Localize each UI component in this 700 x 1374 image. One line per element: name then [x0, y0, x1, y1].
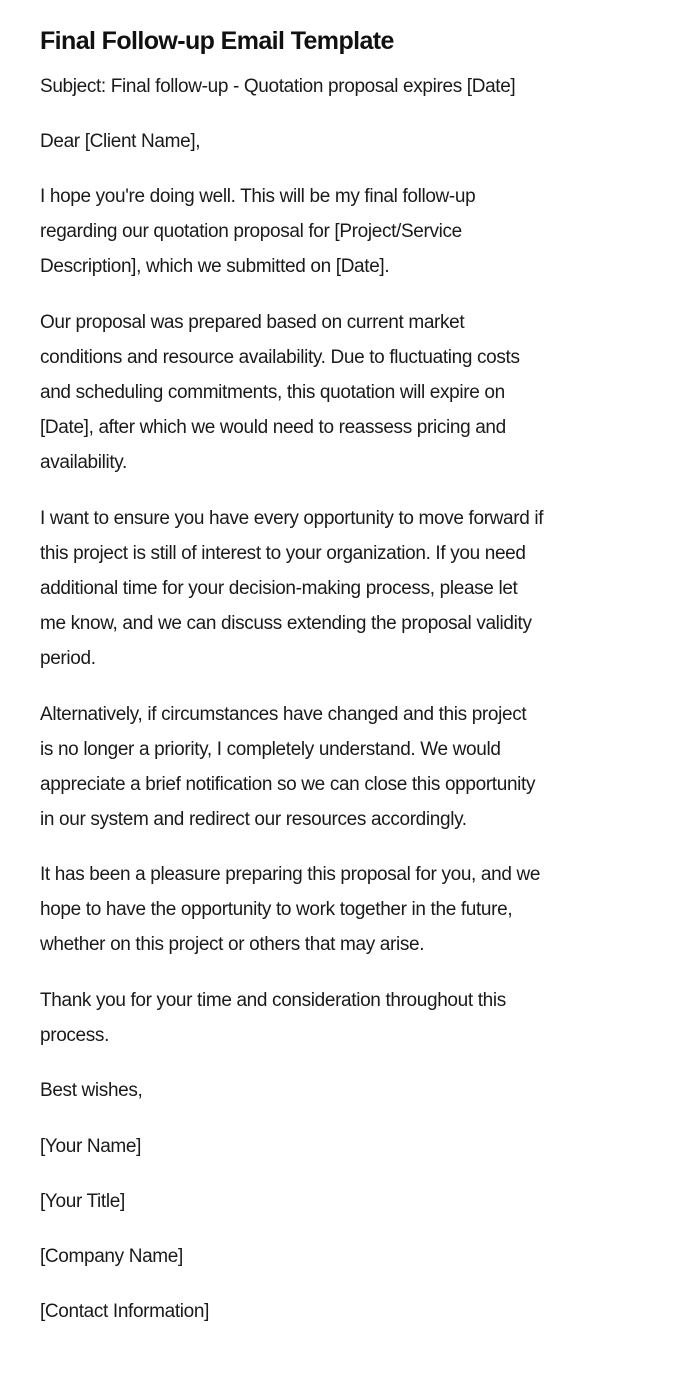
body-paragraph-5 — [40, 857, 540, 962]
paragraph-line: is no longer a priority, I completely understand. We would — [40, 739, 501, 760]
paragraph-line: availability. — [40, 452, 127, 473]
closing-line: Best wishes, — [40, 1080, 143, 1101]
paragraph-line: [Date], after which we would need to reassess pricing and — [40, 417, 506, 438]
paragraph-line: Thank you for your time and consideration throughout this — [40, 990, 506, 1011]
paragraph-line: process. — [40, 1025, 110, 1046]
paragraph-line: I hope you're doing well. This will be my final follow-up — [40, 186, 476, 207]
body-paragraph-4 — [40, 697, 535, 837]
paragraph-line: conditions and resource availability. Due to fluctuating costs — [40, 347, 520, 368]
paragraph-line: Our proposal was prepared based on current market — [40, 312, 465, 333]
paragraph-line: Alternatively, if circumstances have changed and this project — [40, 704, 527, 725]
paragraph-line: period. — [40, 648, 96, 669]
paragraph-line: I want to ensure you have every opportunity to move forward if — [40, 508, 544, 529]
paragraph-line: and scheduling commitments, this quotation will expire on — [40, 382, 505, 403]
paragraph-line: regarding our quotation proposal for [Project/Service — [40, 221, 462, 242]
paragraph-line: additional time for your decision-making process, please let — [40, 578, 518, 599]
greeting-line: Dear [Client Name], — [40, 131, 201, 152]
signature-contact-text: [Contact Information] — [40, 1301, 210, 1322]
page-title: Final Follow-up Email Template — [40, 27, 394, 55]
body-paragraph-6 — [40, 983, 506, 1053]
paragraph-line: this project is still of interest to your organization. If you need — [40, 543, 526, 564]
body-paragraph-3 — [40, 501, 543, 676]
paragraph-line: me know, and we can discuss extending the proposal validity — [40, 613, 532, 634]
email-subject — [40, 69, 515, 104]
signature-company-text: [Company Name] — [40, 1246, 183, 1267]
body-paragraph-1 — [40, 179, 475, 284]
signature-contact — [40, 1294, 209, 1329]
paragraph-line: whether on this project or others that may arise. — [40, 934, 425, 955]
email-closing — [40, 1073, 142, 1108]
paragraph-line: hope to have the opportunity to work together in the future, — [40, 899, 513, 920]
signature-name-text: [Your Name] — [40, 1136, 142, 1157]
paragraph-line: Description], which we submitted on [Date]. — [40, 256, 390, 277]
signature-company — [40, 1239, 183, 1274]
paragraph-line: It has been a pleasure preparing this proposal for you, and we — [40, 864, 541, 885]
body-paragraph-2 — [40, 305, 520, 480]
signature-name — [40, 1129, 141, 1164]
paragraph-line: appreciate a brief notification so we can close this opportunity — [40, 774, 536, 795]
paragraph-line: in our system and redirect our resources accordingly. — [40, 809, 467, 830]
email-greeting — [40, 124, 200, 159]
subject-line: Subject: Final follow-up - Quotation proposal expires [Date] — [40, 76, 516, 97]
signature-title — [40, 1184, 125, 1219]
signature-title-text: [Your Title] — [40, 1191, 125, 1212]
